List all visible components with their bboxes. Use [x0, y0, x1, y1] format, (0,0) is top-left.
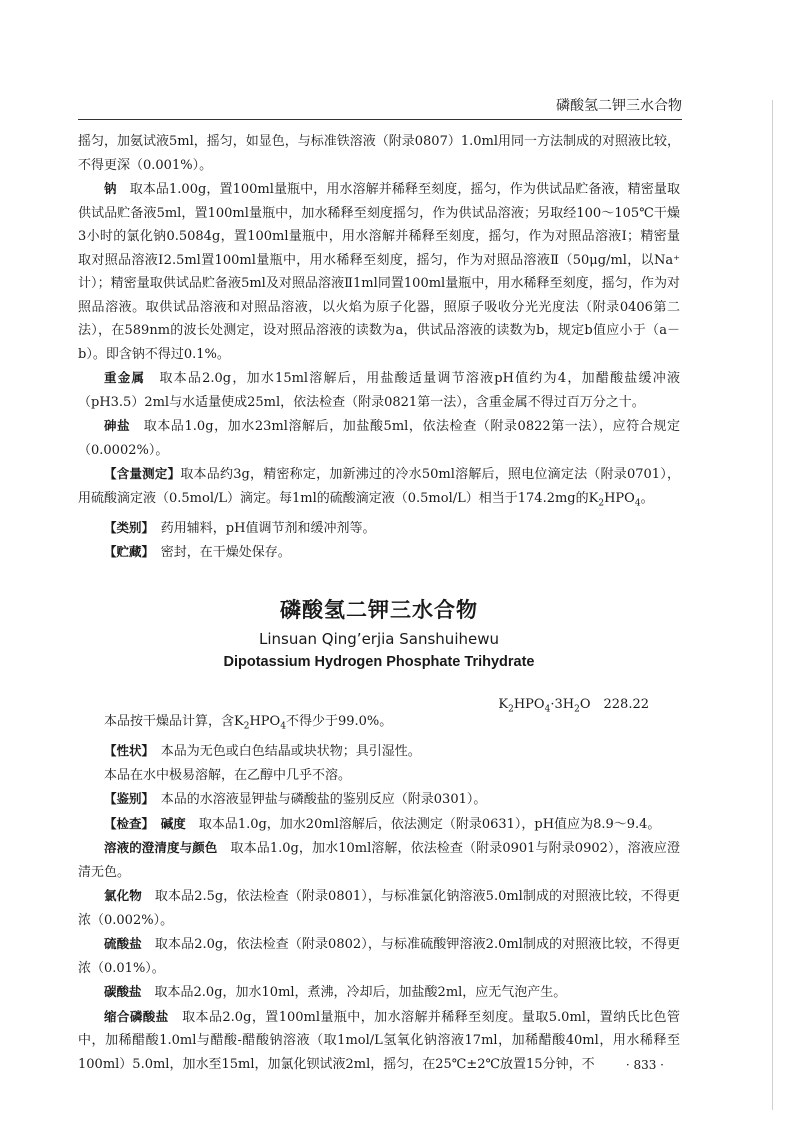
paragraph-heavy-metals — [78, 366, 680, 414]
paragraph-arsenic — [78, 414, 680, 462]
formula-part: HPO — [249, 714, 281, 729]
paragraph-text: 密封，在干燥处保存。 — [160, 545, 291, 561]
paragraph-text: 本品的水溶液显钾盐与磷酸盐的鉴别反应（附录0301）。 — [160, 792, 487, 808]
section-description: 【性状】 — [104, 743, 148, 759]
running-header — [78, 95, 682, 120]
paragraph-text: 取本品2.5g，依法检查（附录0801），与标准氯化钠溶液5.0ml制成的对照液比较，不得更浓（0.002%）。 — [78, 889, 680, 928]
paragraph-text: 本品按干燥品计算，含K — [104, 714, 244, 729]
paragraph-text: 取本品1.0g，加水10ml溶解，依法检查（附录0901与附录0902），溶液应澄清无色。 — [78, 841, 680, 880]
paragraph-text: 取本品1.00g，置100ml量瓶中，用水溶解并稀释至刻度，摇匀，作为供试品贮备液，精密量取供试品贮备液5ml，置100ml量瓶中，加水稀释至刻度摇匀，作为供试品溶液；另取经100～105℃干燥3小时的氯化钠0.5084g，置100ml量瓶中，用水溶解并稀释至刻度，摇匀，作为对照品溶液Ⅰ；精密量取对照品溶液Ⅰ2.5ml置100ml量瓶中，用水稀释至刻度，摇匀，作为对照品溶液Ⅱ（50μg/ml，以Na⁺计）；精密量取供试品贮备液5ml及对照品溶液Ⅱ1ml同置100ml量瓶中，用水稀释至刻度，摇匀，作为对照品溶液。取供试品溶液和对照品溶液，以火焰为原子化器，照原子吸收分光光度法（附录0406第二法），在589nm的波长处测定，设对照品溶液的读数为a，供试品溶液的读数为b，规定b值应小于（a－b）。即含钠不得过0.1%。 — [78, 182, 680, 362]
paragraph-text: 摇匀，加氨试液5ml，摇匀，如显色，与标准铁溶液（附录0807）1.0ml用同一方法制成的对照液比较，不得更深（0.001%）。 — [78, 134, 680, 173]
paragraph-alkalinity — [78, 812, 680, 837]
formula-part: O — [579, 697, 591, 712]
test-term-sulfate: 硫酸盐 — [104, 936, 142, 952]
formula-part: K — [498, 697, 509, 712]
paragraph-text: 取本品1.0g，加水23ml溶解后，加盐酸5ml，依法检查（附录0822第一法），应符合规定（0.0002%）。 — [78, 419, 680, 458]
paragraph-sodium — [78, 177, 680, 366]
test-term-arsenic: 砷盐 — [104, 418, 131, 433]
monograph-title-block — [78, 594, 680, 670]
section-assay: 【含量测定】 — [104, 466, 181, 481]
test-term-alkalinity: 碱度 — [160, 815, 186, 831]
monograph-title-english: Dipotassium Hydrogen Phosphate Trihydrate — [223, 654, 535, 670]
paragraph-clarity — [78, 836, 680, 884]
paragraph-text: 取本品2.0g，加水10ml，煮沸，冷却后，加盐酸2ml，应无气泡产生。 — [154, 985, 567, 1001]
paragraph-identification — [78, 787, 680, 812]
subscript: 2 — [598, 498, 605, 509]
test-term-condensed-phosphate: 缩合磷酸盐 — [104, 1008, 169, 1024]
subscript: 4 — [634, 498, 641, 509]
section-identification: 【鉴别】 — [104, 791, 148, 807]
section-category: 【类别】 — [104, 519, 148, 535]
paragraph-content-requirement — [78, 710, 680, 739]
monograph-title-pinyin: Linsuan Qing’erjia Sanshuihewu — [258, 630, 499, 648]
monograph-body — [78, 710, 680, 1076]
paragraph-chloride — [78, 884, 680, 932]
paragraph-text: 药用辅料，pH值调节剂和缓冲剂等。 — [160, 520, 376, 536]
page-edge-line — [772, 100, 773, 1110]
paragraph-solubility — [78, 764, 680, 788]
paragraph-text: 本品在水中极易溶解，在乙醇中几乎不溶。 — [104, 767, 352, 783]
test-term-sodium: 钠 — [104, 181, 117, 196]
section-tests: 【检查】 — [104, 815, 148, 831]
test-term-heavy-metals: 重金属 — [104, 370, 146, 385]
previous-monograph-text — [78, 130, 680, 565]
paragraph-text: 取本品2.0g，依法检查（附录0802），与标准硫酸钾溶液2.0ml制成的对照液比较，不得更浓（0.01%）。 — [78, 937, 680, 976]
paragraph-text: 取本品2.0g，置100ml量瓶中，加水溶解并稀释至刻度。量取5.0ml，置纳氏比色管中，加稀醋酸1.0ml与醋酸-醋酸钠溶液（取1mol/L氢氧化钠溶液17ml，加稀醋酸40ml，用水稀释至100ml）5.0ml，加水至15ml，加氯化钡试液2ml，摇匀，在25℃±2℃放置15分钟，不 — [78, 1009, 680, 1072]
paragraph-text: 取本品2.0g，加水15ml溶解后，用盐酸适量调节溶液pH值约为4，加醋酸盐缓冲液（pH3.5）2ml与水适量使成25ml，依法检查（附录0821第一法），含重金属不得过百万分之十。 — [78, 371, 680, 410]
paragraph-assay — [78, 462, 680, 516]
test-term-carbonate: 碳酸盐 — [104, 984, 142, 1000]
subscript: 4 — [544, 704, 551, 715]
section-storage: 【贮藏】 — [104, 544, 148, 560]
paragraph-text: 取本品1.0g，加水20ml溶解后，依法测定（附录0631），pH值应为8.9～9.4。 — [198, 816, 661, 832]
paragraph-carbonate — [78, 980, 680, 1005]
subscript: 4 — [280, 721, 286, 732]
subscript: 2 — [574, 704, 580, 715]
paragraph-condensed-phosphate — [78, 1005, 680, 1077]
subscript: 2 — [243, 721, 250, 732]
paragraph-text: 不得少于99.0%。 — [285, 714, 393, 729]
formula-part: ·3H — [550, 697, 575, 712]
test-term-chloride: 氯化物 — [104, 888, 142, 904]
running-title: 磷酸氢二钾三水合物 — [556, 98, 682, 114]
paragraph-iron — [78, 130, 680, 177]
test-term-clarity-color: 溶液的澄清度与颜色 — [104, 840, 218, 856]
formula-part: HPO — [513, 697, 545, 712]
monograph-title-chinese: 磷酸氢二钾三水合物 — [280, 598, 478, 622]
paragraph-text: 取本品约3g，精密称定，加新沸过的冷水50ml溶解后，照电位滴定法（附录0701），用硫酸滴定液（0.5mol/L）滴定。每1ml的硫酸滴定液（0.5mol/L）相当于174.2mg的K — [78, 467, 680, 506]
formula-part: 。 — [640, 490, 654, 506]
paragraph-description — [78, 739, 680, 764]
paragraph-text: 本品为无色或白色结晶或块状物；具引湿性。 — [160, 744, 421, 760]
page-number: · 833 · — [625, 1058, 664, 1072]
formula-part: HPO — [604, 490, 635, 506]
paragraph-category — [78, 516, 680, 541]
subscript: 2 — [508, 704, 514, 715]
paragraph-sulfate — [78, 932, 680, 980]
molecular-weight: 228.22 — [603, 697, 649, 712]
paragraph-storage — [78, 540, 680, 565]
